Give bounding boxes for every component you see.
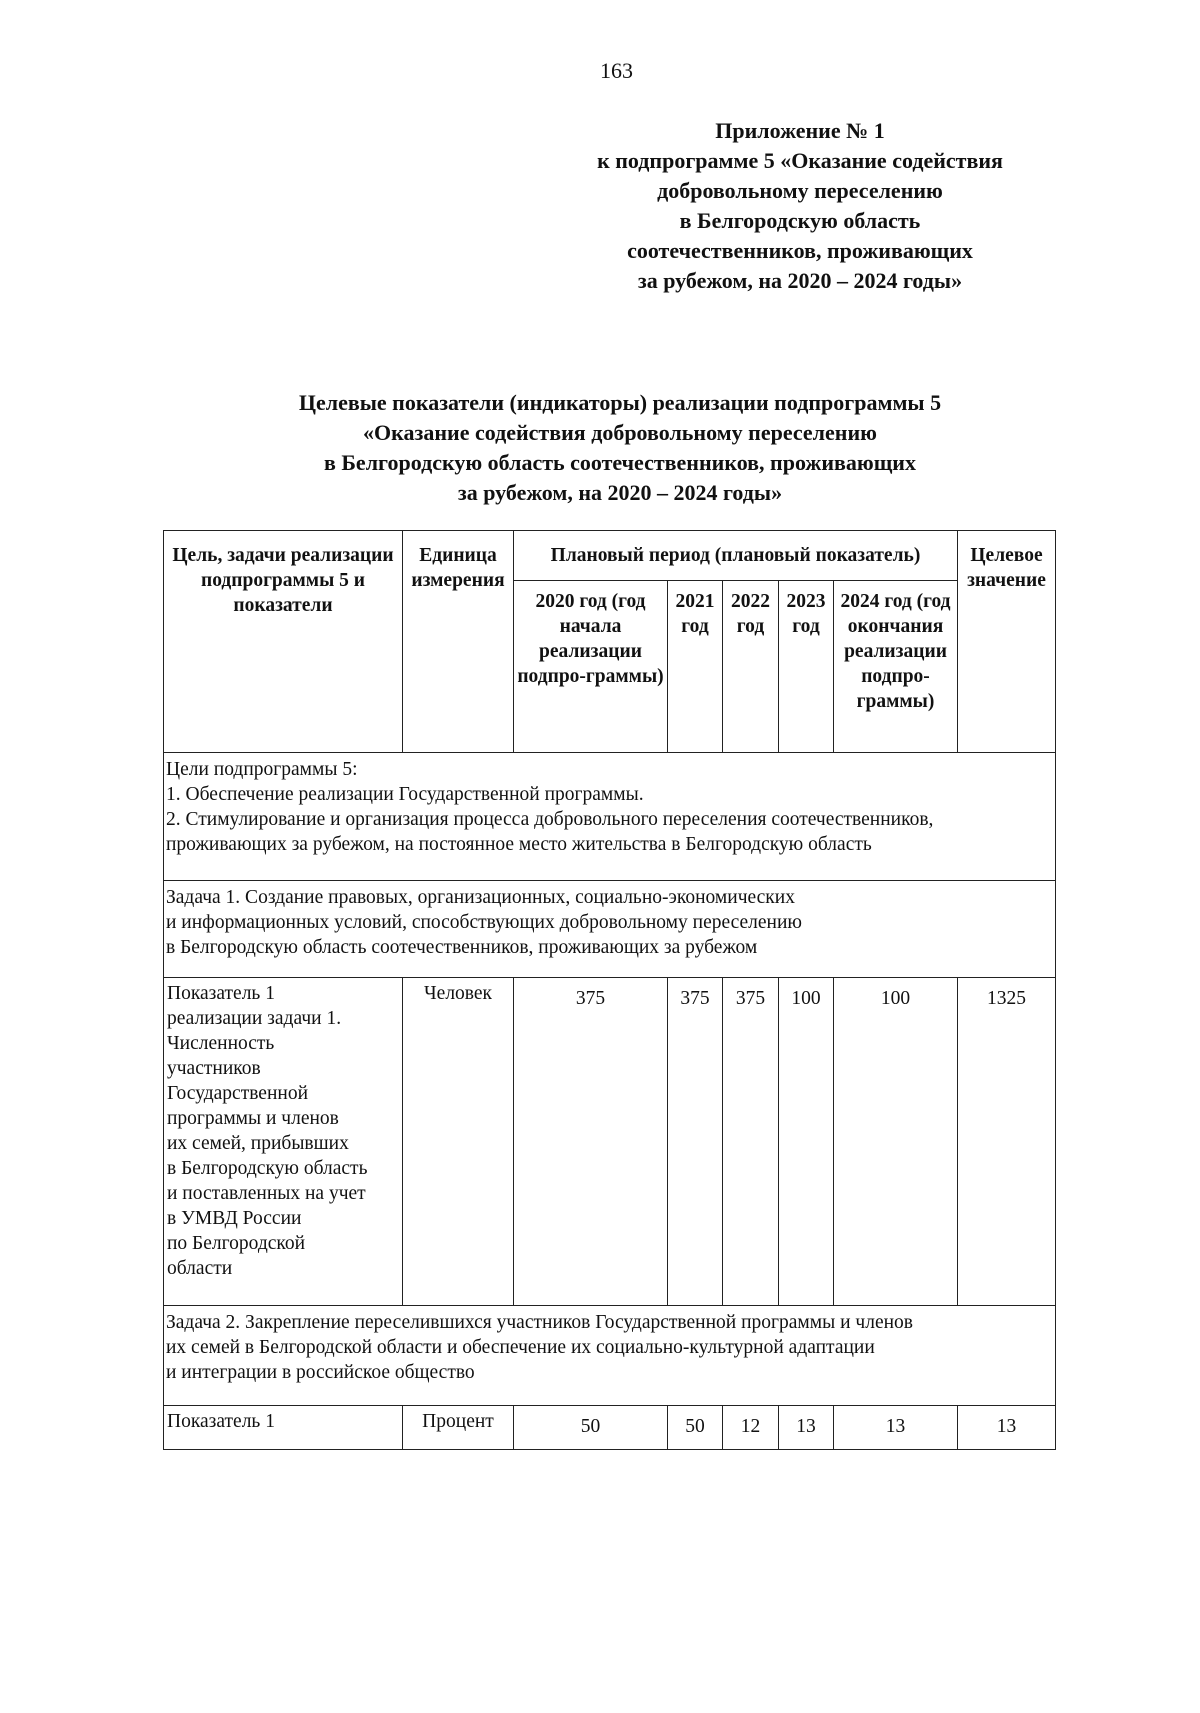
- document-title: [200, 388, 1040, 508]
- indicator1-2024: 100: [834, 978, 958, 1306]
- goals-line: Цели подпрограммы 5:: [166, 759, 358, 780]
- page-number: 163: [600, 58, 633, 83]
- goals-line: 1. Обеспечение реализации Государственной программы.: [166, 784, 644, 805]
- appendix-line: к подпрограмме 5 «Оказание содействия: [597, 148, 1003, 173]
- indicator2-2022: 12: [723, 1406, 779, 1450]
- task1-row: [164, 881, 1056, 978]
- indicator2-target: 13: [958, 1406, 1056, 1450]
- name-line: по Белгородской: [167, 1233, 306, 1254]
- name-line: Численность: [167, 1033, 275, 1054]
- header-2021: 2021 год: [668, 581, 723, 753]
- name-line: реализации задачи 1.: [167, 1008, 342, 1029]
- name-line: в УМВД России: [167, 1208, 302, 1229]
- appendix-line: в Белгородскую область: [679, 208, 921, 233]
- task1-line: в Белгородскую область соотечественников, проживающих за рубежом: [166, 937, 758, 958]
- appendix-heading: [520, 116, 1080, 296]
- indicator2-unit: Процент: [403, 1406, 514, 1450]
- indicator1-target: 1325: [958, 978, 1056, 1306]
- header-unit: Единица измерения: [403, 531, 514, 753]
- name-line: Показатель 1: [167, 983, 275, 1004]
- appendix-line: соотечественников, проживающих: [627, 238, 973, 263]
- header-2024: 2024 год (год окончания реализации подпро-граммы): [834, 581, 958, 753]
- table-row: [164, 978, 1056, 1306]
- title-line: в Белгородскую область соотечественников, проживающих: [324, 450, 916, 475]
- indicator1-2023: 100: [779, 978, 834, 1306]
- task2-row: [164, 1306, 1056, 1406]
- task2-line: их семей в Белгородской области и обеспечение их социально-культурной адаптации: [166, 1337, 875, 1358]
- indicators-table: [163, 530, 1056, 1450]
- appendix-line: за рубежом, на 2020 – 2024 годы»: [637, 268, 963, 293]
- header-2022: 2022 год: [723, 581, 779, 753]
- name-line: их семей, прибывших: [167, 1133, 349, 1154]
- task2-line: и интеграции в российское общество: [166, 1362, 475, 1383]
- header-goal: Цель, задачи реализации подпрограммы 5 и показатели: [164, 531, 403, 753]
- appendix-line: добровольному переселению: [657, 178, 943, 203]
- header-period: Плановый период (плановый показатель): [514, 531, 958, 581]
- indicator1-name: [164, 978, 403, 1306]
- appendix-line: Приложение № 1: [715, 118, 885, 143]
- task1-line: Задача 1. Создание правовых, организационных, социально-экономических: [166, 887, 795, 908]
- goals-row: [164, 753, 1056, 881]
- title-line: «Оказание содействия добровольному переселению: [363, 420, 877, 445]
- task2-line: Задача 2. Закрепление переселившихся участников Государственной программы и членов: [166, 1312, 913, 1333]
- name-line: в Белгородскую область: [167, 1158, 368, 1179]
- name-line: области: [167, 1258, 233, 1279]
- name-line: и поставленных на учет: [167, 1183, 366, 1204]
- indicator2-2021: 50: [668, 1406, 723, 1450]
- header-2020: 2020 год (год начала реализации подпро-граммы): [514, 581, 668, 753]
- indicator2-name: Показатель 1: [164, 1406, 403, 1450]
- indicator1-2020: 375: [514, 978, 668, 1306]
- name-line: программы и членов: [167, 1108, 339, 1129]
- indicator1-2021: 375: [668, 978, 723, 1306]
- indicator1-2022: 375: [723, 978, 779, 1306]
- goals-line: 2. Стимулирование и организация процесса добровольного переселения соотечественников,: [166, 809, 934, 830]
- indicator1-unit: Человек: [403, 978, 514, 1306]
- table-row: [164, 1406, 1056, 1450]
- name-line: Государственной: [167, 1083, 309, 1104]
- header-target: Целевое значение: [958, 531, 1056, 753]
- goals-line: проживающих за рубежом, на постоянное место жительства в Белгородскую область: [166, 834, 872, 855]
- title-line: за рубежом, на 2020 – 2024 годы»: [457, 480, 783, 505]
- name-line: участников: [167, 1058, 261, 1079]
- task1-line: и информационных условий, способствующих добровольному переселению: [166, 912, 802, 933]
- indicator2-2024: 13: [834, 1406, 958, 1450]
- indicator2-2020: 50: [514, 1406, 668, 1450]
- title-line: Целевые показатели (индикаторы) реализации подпрограммы 5: [298, 390, 942, 415]
- indicator2-2023: 13: [779, 1406, 834, 1450]
- header-2023: 2023 год: [779, 581, 834, 753]
